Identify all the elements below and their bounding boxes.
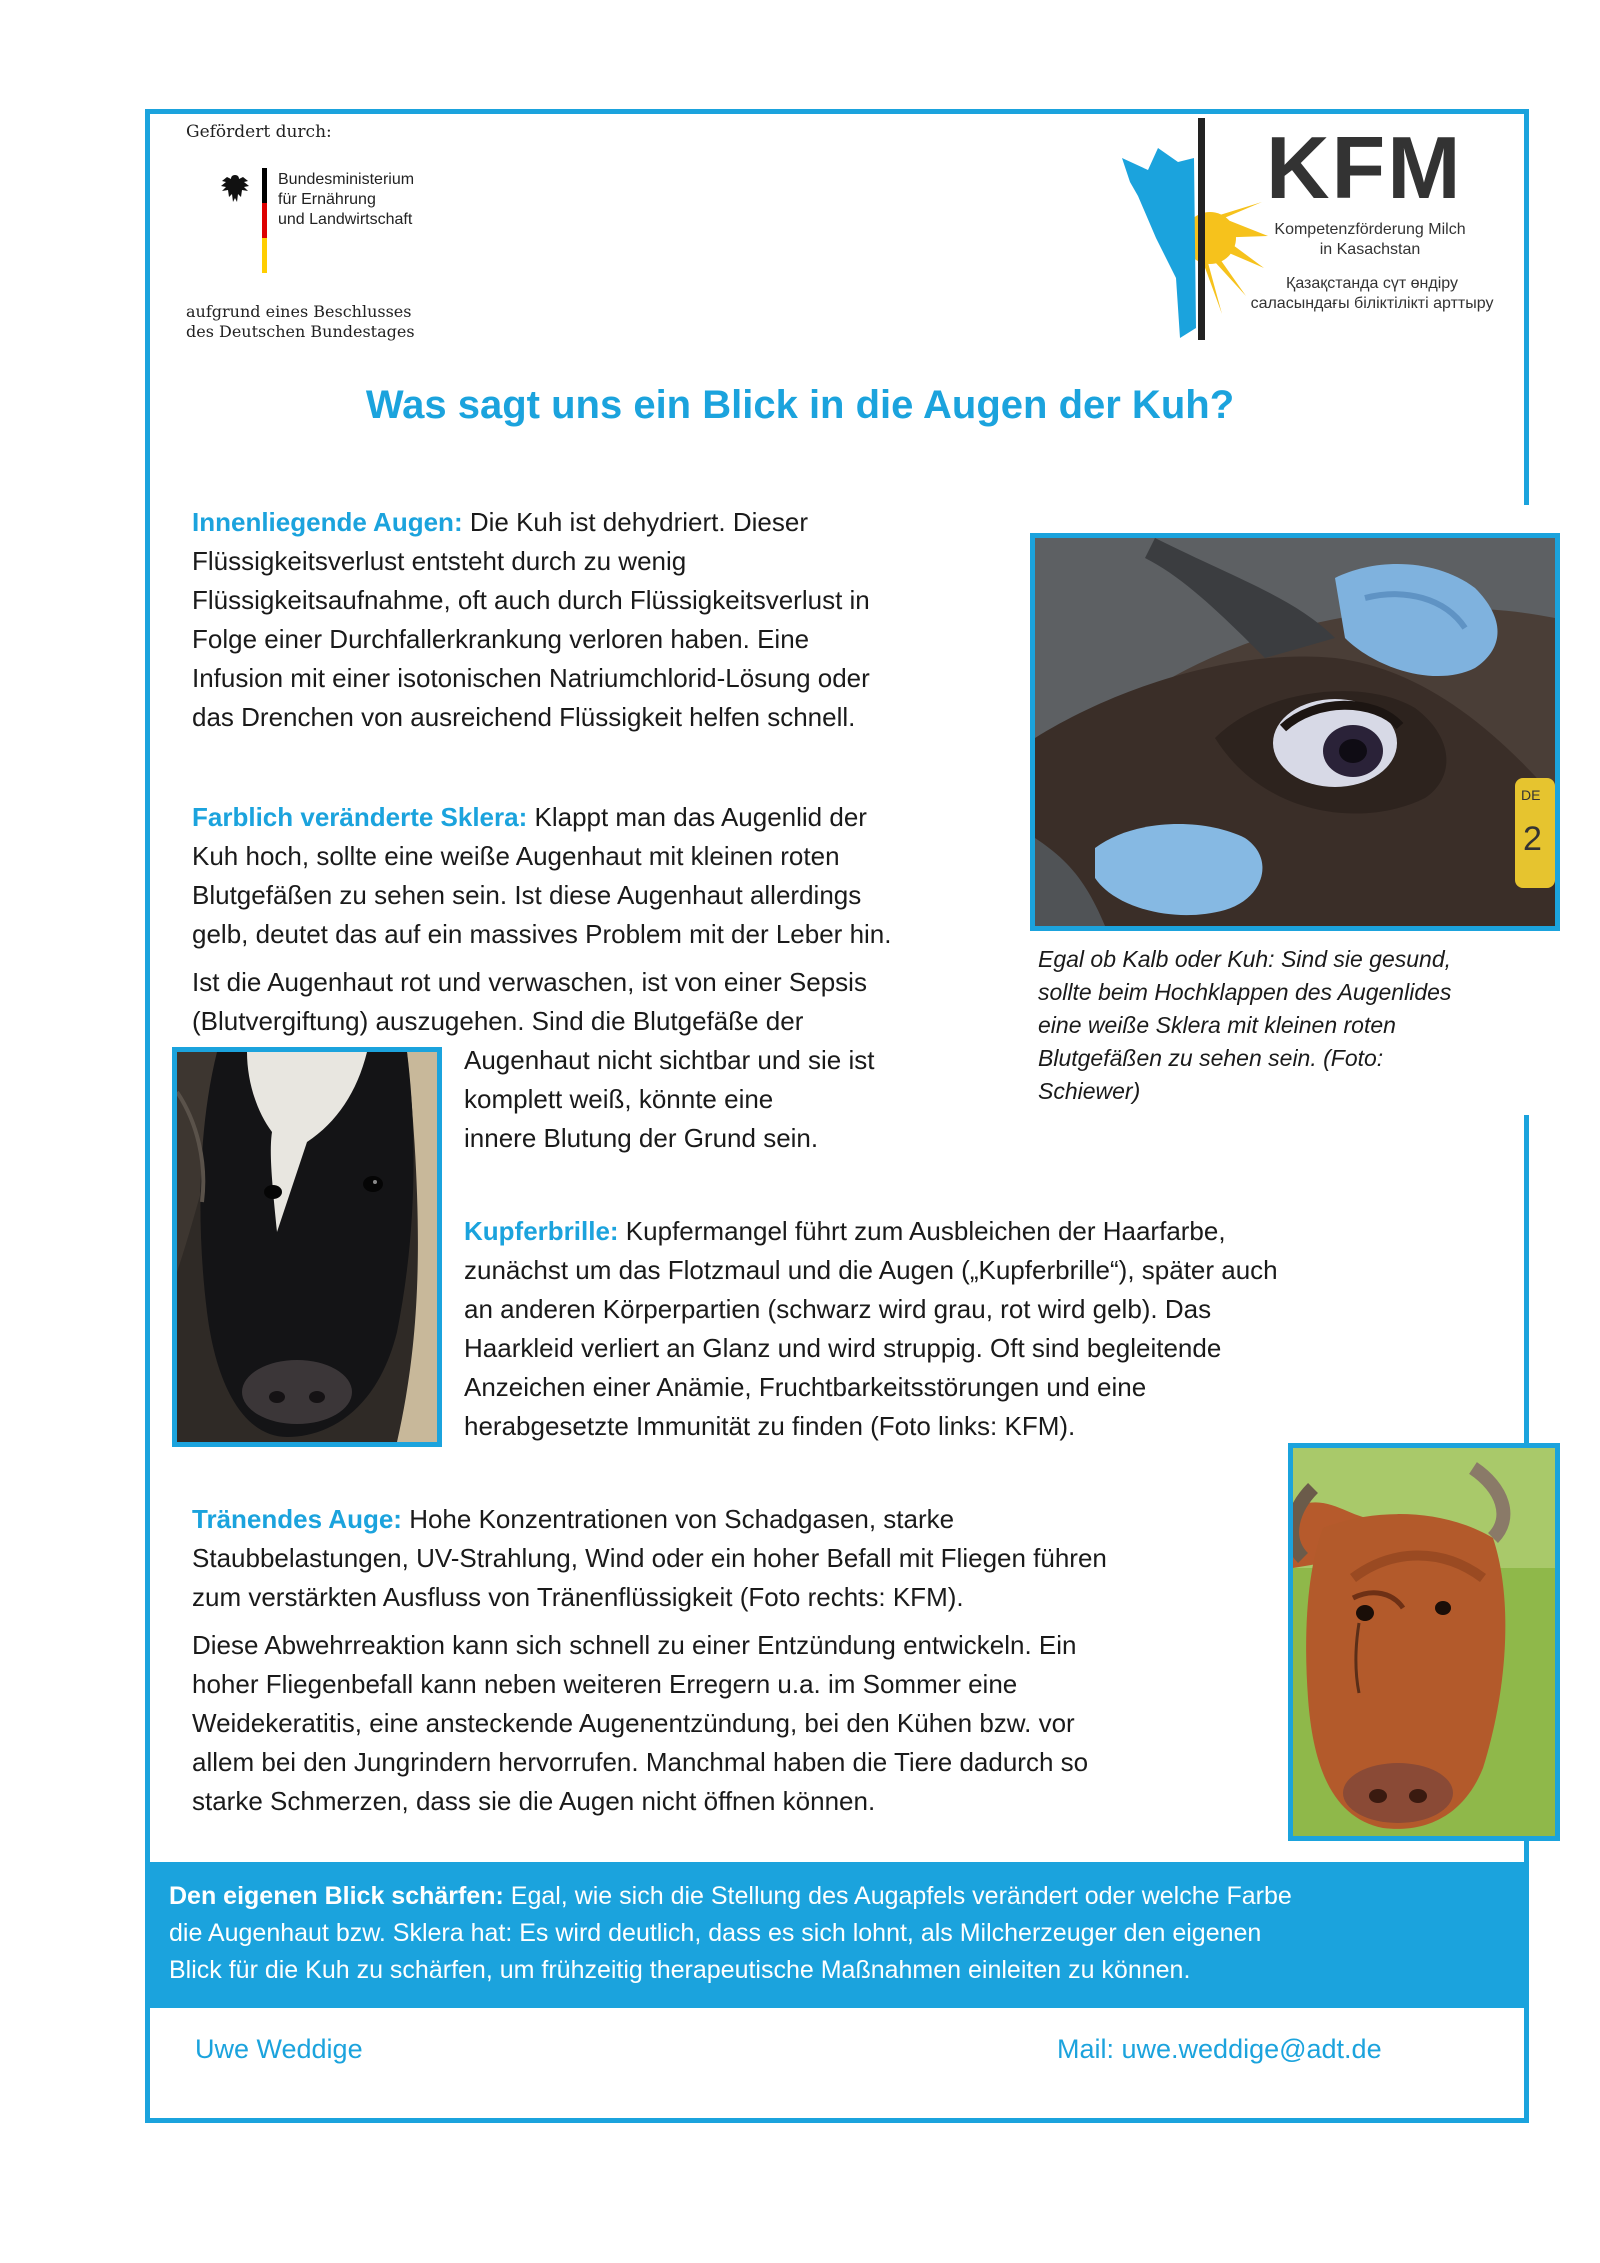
caption-line: sollte beim Hochklappen des Augenlides	[1038, 979, 1452, 1005]
caption-line: Egal ob Kalb oder Kuh: Sind sie gesund,	[1038, 946, 1452, 972]
paragraph-line: Diese Abwehrreaktion kann sich schnell zu einer Entzündung entwickeln. Ein	[192, 1630, 1077, 1660]
paragraph-line: Augenhaut nicht sichtbar und sie ist	[464, 1045, 875, 1075]
paragraph-line: Flüssigkeitsaufnahme, oft auch durch Flüssigkeitsverlust in	[192, 585, 870, 615]
banner-line: Blick für die Kuh zu schärfen, um frühzeitig therapeutische Maßnahmen einleiten zu können.	[169, 1956, 1191, 1984]
paragraph-line: zunächst um das Flotzmaul und die Augen („Kupferbrille“), später auch	[464, 1255, 1278, 1285]
paragraph-line: Die Kuh ist dehydriert. Dieser	[462, 507, 808, 537]
flag-gold	[262, 238, 267, 273]
kfm-subtitle-kz	[1230, 274, 1514, 314]
kfm-subtitle-de	[1256, 220, 1484, 260]
paragraph-line: Folge einer Durchfallerkrankung verloren haben. Eine	[192, 624, 810, 654]
banner-label: Den eigenen Blick schärfen:	[169, 1882, 504, 1910]
photo-brown-cow	[1288, 1443, 1560, 1841]
decision-line: aufgrund eines Beschlusses	[186, 302, 412, 321]
section-kupferbrille	[464, 1212, 1504, 1446]
section-label: Tränendes Auge:	[192, 1504, 402, 1534]
section-sklera	[192, 798, 1022, 954]
paragraph-line: an anderen Körperpartien (schwarz wird grau, rot wird gelb). Das	[464, 1294, 1212, 1324]
decision-line: des Deutschen Bundestages	[186, 322, 415, 341]
paragraph-line: starke Schmerzen, dass sie die Augen nicht öffnen können.	[192, 1786, 876, 1816]
flag-red	[262, 203, 267, 238]
paragraph-line: Hohe Konzentrationen von Schadgasen, starke	[401, 1504, 955, 1534]
author-name: Uwe Weddige	[195, 2034, 363, 2064]
ministry-line: für Ernährung	[278, 191, 376, 208]
section-traenendes-auge-continued	[192, 1626, 1272, 1821]
photo-calf-eye	[1030, 533, 1560, 931]
ear-tag-text: DE	[1521, 787, 1541, 803]
paragraph-line: Haarkleid verliert an Glanz und wird struppig. Oft sind begleitende	[464, 1333, 1222, 1363]
paragraph-line: komplett weiß, könnte eine	[464, 1084, 774, 1114]
paragraph-line: Anzeichen einer Anämie, Fruchtbarkeitsstörungen und eine	[464, 1372, 1147, 1402]
kfm-subtitle-line: Kompetenzförderung Milch	[1274, 221, 1466, 238]
kfm-subtitle-line: in Kasachstan	[1319, 241, 1421, 258]
paragraph-line: Infusion mit einer isotonischen Natriumchlorid-Lösung oder	[192, 663, 870, 693]
ministry-name	[278, 170, 414, 230]
caption-line: eine weiße Sklera mit kleinen roten	[1038, 1012, 1396, 1038]
photo-black-cow	[172, 1047, 442, 1447]
federal-eagle-icon	[218, 172, 252, 206]
section-sklera-continued	[192, 963, 1012, 1041]
kfm-logo	[1118, 118, 1518, 348]
kfm-subtitle-line: саласындағы біліктілікті арттыру	[1250, 295, 1494, 312]
kfm-subtitle-line: Қазақстанда сүт өндіру	[1286, 275, 1458, 292]
ministry-logo	[218, 168, 458, 278]
section-label: Farblich veränderte Sklera:	[192, 802, 528, 832]
caption-line: Blutgefäßen zu sehen sein. (Foto:	[1038, 1045, 1384, 1071]
bundestag-decision	[186, 302, 415, 342]
paragraph-line: Kuh hoch, sollte eine weiße Augenhaut mit kleinen roten	[192, 841, 840, 871]
paragraph-line: Klappt man das Augenlid der	[527, 802, 867, 832]
summary-banner	[145, 1862, 1529, 2008]
paragraph-line: Kupfermangel führt zum Ausbleichen der Haarfarbe,	[618, 1216, 1226, 1246]
paragraph-line: hoher Fliegenbefall kann neben weiteren Erregern u.a. im Sommer eine	[192, 1669, 1018, 1699]
photo-caption-calf-eye	[1038, 943, 1538, 1108]
section-label: Innenliegende Augen:	[192, 507, 463, 537]
paragraph-line: innere Blutung der Grund sein.	[464, 1123, 819, 1153]
ministry-line: Bundesministerium	[278, 171, 415, 188]
section-innenliegende-augen	[192, 503, 1012, 737]
paragraph-line: gelb, deutet das auf ein massives Problem mit der Leber hin.	[192, 919, 892, 949]
kfm-title: KFM	[1266, 118, 1463, 217]
banner-line: Egal, wie sich die Stellung des Augapfels verändert oder welche Farbe	[503, 1882, 1292, 1910]
author-email[interactable]: Mail: uwe.weddige@adt.de	[1057, 2034, 1382, 2064]
paragraph-line: allem bei den Jungrindern hervorrufen. Manchmal haben die Tiere dadurch so	[192, 1747, 1089, 1777]
german-flag-bar	[262, 168, 267, 273]
sponsor-label: Gefördert durch:	[186, 122, 332, 142]
ministry-line: und Landwirtschaft	[278, 211, 413, 228]
paragraph-line: Blutgefäßen zu sehen sein. Ist diese Augenhaut allerdings	[192, 880, 862, 910]
paragraph-line: herabgesetzte Immunität zu finden (Foto links: KFM).	[464, 1411, 1076, 1441]
section-sklera-continued-2	[464, 1041, 1024, 1158]
paragraph-line: Weidekeratitis, eine ansteckende Augenentzündung, bei den Kühen bzw. vor	[192, 1708, 1075, 1738]
ear-tag-number: 2	[1523, 820, 1542, 858]
banner-line: die Augenhaut bzw. Sklera hat: Es wird deutlich, dass es sich lohnt, als Milcherzeuger den eigenen	[169, 1919, 1262, 1947]
section-traenendes-auge	[192, 1500, 1272, 1617]
caption-line: Schiewer)	[1038, 1078, 1141, 1104]
flag-black	[262, 168, 267, 203]
paragraph-line: Flüssigkeitsverlust entsteht durch zu wenig	[192, 546, 687, 576]
paragraph-line: das Drenchen von ausreichend Flüssigkeit helfen schnell.	[192, 702, 856, 732]
page-title: Was sagt uns ein Blick in die Augen der Kuh?	[365, 383, 1235, 427]
paragraph-line: (Blutvergiftung) auszugehen. Sind die Blutgefäße der	[192, 1006, 804, 1036]
section-label: Kupferbrille:	[464, 1216, 619, 1246]
paragraph-line: Ist die Augenhaut rot und verwaschen, ist von einer Sepsis	[192, 967, 867, 997]
paragraph-line: zum verstärkten Ausfluss von Tränenflüssigkeit (Foto rechts: KFM).	[192, 1582, 964, 1612]
paragraph-line: Staubbelastungen, UV-Strahlung, Wind oder ein hoher Befall mit Fliegen führen	[192, 1543, 1107, 1573]
